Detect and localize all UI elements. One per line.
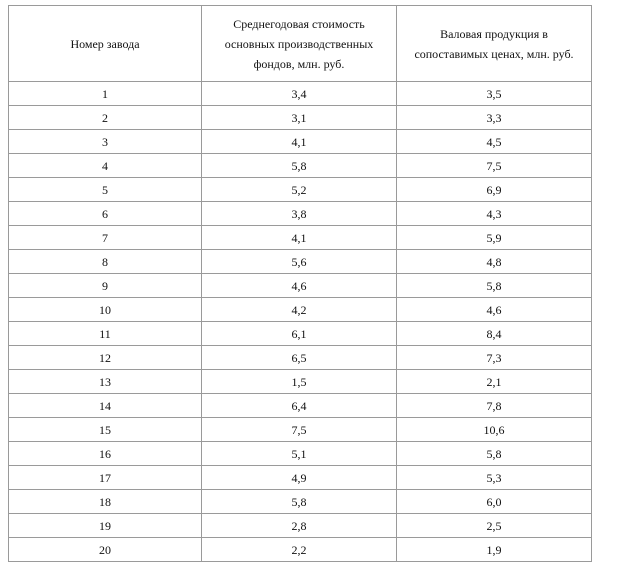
table-row: [9, 538, 592, 562]
table-row: [9, 106, 592, 130]
gross-output-cell: 1,9: [397, 538, 592, 562]
factory-number-cell: 5: [9, 178, 202, 202]
factory-number-cell: 20: [9, 538, 202, 562]
header-gross-output: [397, 6, 592, 82]
fixed-assets-cost-cell: 2,2: [202, 538, 397, 562]
factory-number-cell: 10: [9, 298, 202, 322]
fixed-assets-cost-cell: 7,5: [202, 418, 397, 442]
gross-output-cell: 2,1: [397, 370, 592, 394]
factory-number-cell: 9: [9, 274, 202, 298]
gross-output-cell: 4,6: [397, 298, 592, 322]
table-row: [9, 346, 592, 370]
fixed-assets-cost-cell: 3,8: [202, 202, 397, 226]
fixed-assets-cost-cell: 4,2: [202, 298, 397, 322]
fixed-assets-cost-cell: 4,6: [202, 274, 397, 298]
fixed-assets-cost-cell: 4,1: [202, 226, 397, 250]
table-row: [9, 394, 592, 418]
gross-output-cell: 5,3: [397, 466, 592, 490]
fixed-assets-cost-cell: 5,8: [202, 154, 397, 178]
table-row: [9, 178, 592, 202]
fixed-assets-cost-cell: 3,1: [202, 106, 397, 130]
table-row: [9, 418, 592, 442]
table-row: [9, 154, 592, 178]
factory-number-cell: 12: [9, 346, 202, 370]
factory-number-cell: 7: [9, 226, 202, 250]
factory-number-cell: 17: [9, 466, 202, 490]
table-row: [9, 442, 592, 466]
factory-number-cell: 19: [9, 514, 202, 538]
factory-number-cell: 13: [9, 370, 202, 394]
table-row: [9, 322, 592, 346]
table-row: [9, 514, 592, 538]
gross-output-cell: 7,3: [397, 346, 592, 370]
fixed-assets-cost-cell: 4,1: [202, 130, 397, 154]
header-gross-output-label: Валовая продукция в сопоставимых ценах, млн. руб.: [414, 26, 574, 61]
table-header: [9, 6, 592, 82]
fixed-assets-cost-cell: 5,8: [202, 490, 397, 514]
gross-output-cell: 2,5: [397, 514, 592, 538]
fixed-assets-cost-cell: 6,1: [202, 322, 397, 346]
table-row: [9, 466, 592, 490]
factory-number-cell: 18: [9, 490, 202, 514]
factory-number-cell: 4: [9, 154, 202, 178]
factory-number-cell: 8: [9, 250, 202, 274]
fixed-assets-cost-cell: 2,8: [202, 514, 397, 538]
gross-output-cell: 6,9: [397, 178, 592, 202]
factory-number-cell: 15: [9, 418, 202, 442]
table-row: [9, 202, 592, 226]
gross-output-cell: 8,4: [397, 322, 592, 346]
fixed-assets-cost-cell: 4,9: [202, 466, 397, 490]
table-row: [9, 82, 592, 106]
header-factory-number-label: Номер завода: [70, 36, 140, 51]
fixed-assets-cost-cell: 5,2: [202, 178, 397, 202]
header-fixed-assets-cost: [202, 6, 397, 82]
gross-output-cell: 3,3: [397, 106, 592, 130]
fixed-assets-cost-cell: 3,4: [202, 82, 397, 106]
factory-number-cell: 6: [9, 202, 202, 226]
fixed-assets-cost-cell: 6,5: [202, 346, 397, 370]
table-row: [9, 490, 592, 514]
gross-output-cell: 10,6: [397, 418, 592, 442]
fixed-assets-cost-cell: 5,1: [202, 442, 397, 466]
factory-data-table: [8, 5, 592, 562]
header-factory-number: [9, 6, 202, 82]
factory-number-cell: 2: [9, 106, 202, 130]
table-row: [9, 370, 592, 394]
header-fixed-assets-cost-label: Среднегодовая стоимость основных производственных фондов, млн. руб.: [224, 16, 374, 71]
gross-output-cell: 3,5: [397, 82, 592, 106]
fixed-assets-cost-cell: 1,5: [202, 370, 397, 394]
gross-output-cell: 7,8: [397, 394, 592, 418]
table-row: [9, 274, 592, 298]
table-row: [9, 226, 592, 250]
table-row: [9, 298, 592, 322]
gross-output-cell: 5,8: [397, 442, 592, 466]
factory-number-cell: 11: [9, 322, 202, 346]
header-row: [9, 6, 592, 82]
gross-output-cell: 7,5: [397, 154, 592, 178]
factory-number-cell: 3: [9, 130, 202, 154]
table-row: [9, 250, 592, 274]
factory-number-cell: 14: [9, 394, 202, 418]
gross-output-cell: 4,5: [397, 130, 592, 154]
table-row: [9, 130, 592, 154]
gross-output-cell: 4,8: [397, 250, 592, 274]
table-body: [9, 82, 592, 562]
factory-number-cell: 16: [9, 442, 202, 466]
gross-output-cell: 4,3: [397, 202, 592, 226]
gross-output-cell: 5,8: [397, 274, 592, 298]
fixed-assets-cost-cell: 5,6: [202, 250, 397, 274]
factory-number-cell: 1: [9, 82, 202, 106]
fixed-assets-cost-cell: 6,4: [202, 394, 397, 418]
gross-output-cell: 6,0: [397, 490, 592, 514]
gross-output-cell: 5,9: [397, 226, 592, 250]
